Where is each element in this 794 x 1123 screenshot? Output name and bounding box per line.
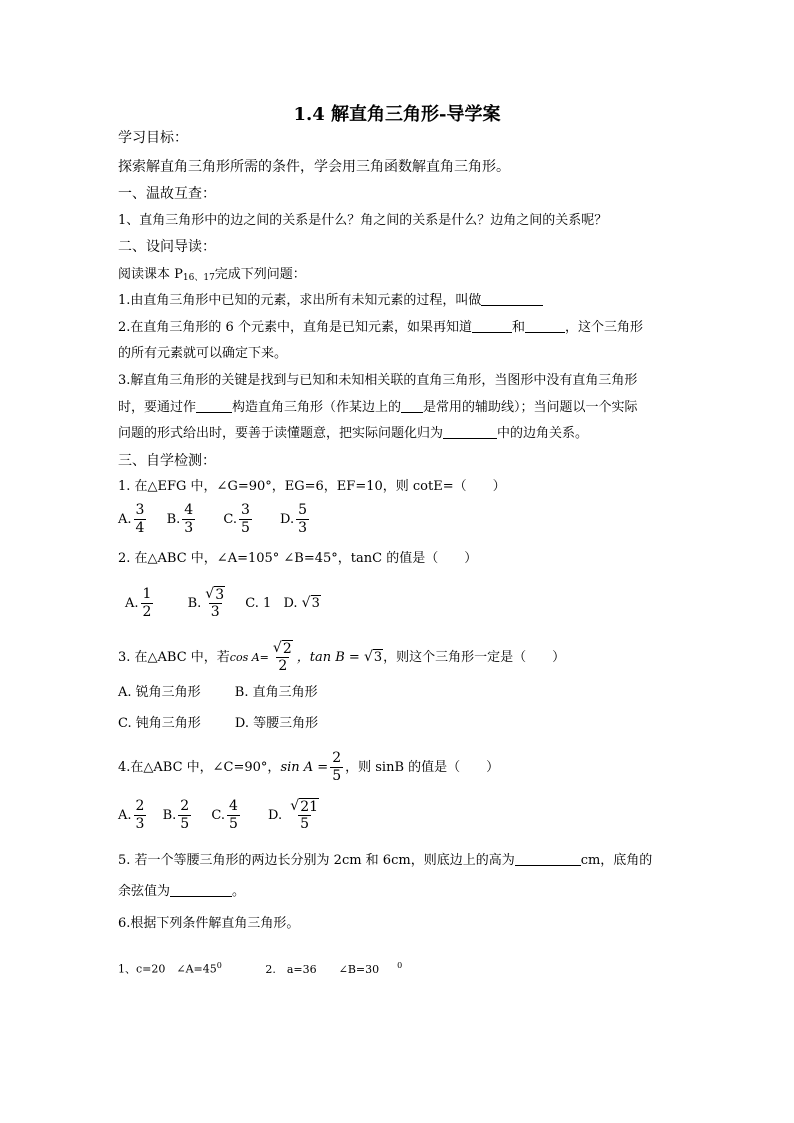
answer-blank[interactable] (196, 398, 232, 413)
answer-blank[interactable] (170, 882, 232, 897)
question-2-options (125, 586, 321, 621)
option-c[interactable]: C. 1 (245, 596, 272, 611)
question-6: 6.根据下列条件解直角三角形。 (118, 916, 300, 931)
answer-blank[interactable] (472, 318, 512, 333)
section-2-question-3: 3.解直角三角形的关键是找到与已知和未知相关联的直角三角形，当图形中没有直角三角形 (118, 373, 638, 388)
question-1-options (118, 502, 311, 537)
option-c[interactable]: C. $\frac{4}{5}$ (211, 798, 238, 832)
answer-blank[interactable] (515, 851, 581, 866)
question-1-stem: 1. 在△EFG 中，∠G=90°，EG=6，EF=10，则 cotE=（ ） (118, 479, 506, 494)
section-2-question-3-cont: 时，要通过作 构造直角三角形（作某边上的 是常用的辅助线）；当问题以一个实际 (118, 400, 638, 415)
section-2-question-2: 2.在直角三角形的 6 个元素中，直角是已知元素，如果再知道 和 ，这个三角形 (118, 320, 643, 335)
section-1-heading: 一、温故互查： (118, 186, 216, 202)
page-title: 1.4 解直角三角形-导学案 (293, 104, 501, 125)
option-b[interactable]: B. $\frac{2}{5}$ (162, 798, 190, 832)
option-a[interactable]: A. $\frac{1}{2}$ (125, 586, 152, 620)
section-2-question-3-cont2: 问题的形式给出时，要善于读懂题意，把实际问题化归为 中的边角关系。 (118, 426, 589, 441)
goal-text: 探索解直角三角形所需的条件，学会用三角函数解直角三角形。 (118, 159, 510, 175)
section-3-heading: 三、自学检测： (118, 453, 216, 469)
goal-heading: 学习目标： (118, 130, 188, 146)
option-b[interactable]: B. $\frac{4}{3}$ (166, 502, 194, 536)
answer-blank[interactable] (481, 291, 543, 306)
section-1-question-1: 1、直角三角形中的边之间的关系是什么？角之间的关系是什么？边角之间的关系呢？ (118, 213, 608, 228)
option-d[interactable]: D. √ 3 (283, 595, 320, 611)
option-a[interactable]: A. 锐角三角形 (118, 685, 201, 700)
question-5-cont: 余弦值为 。 (118, 884, 246, 899)
option-d[interactable]: D. $\frac{5}{3}$ (280, 502, 308, 536)
question-3-options-row1 (118, 683, 318, 703)
question-2-stem: 2. 在△ABC 中，∠A=105° ∠B=45°，tanC 的值是（ ） (118, 551, 478, 566)
option-d[interactable]: D. 等腰三角形 (234, 716, 319, 731)
option-a[interactable]: A. $\frac{3}{4}$ (118, 502, 145, 536)
question-3-options-row2 (118, 714, 318, 734)
option-d[interactable]: D. √ 21 5 (268, 798, 319, 832)
option-a[interactable]: A. $\frac{2}{3}$ (118, 798, 145, 832)
answer-blank[interactable] (401, 398, 423, 413)
question-4-options (118, 798, 323, 833)
section-2-question-2-cont: 的所有元素就可以确定下来。 (118, 346, 288, 361)
reading-instruction: 阅读课本 $P_{16、17}$完成下列问题： (118, 267, 306, 283)
question-4-stem: 4.在△ABC 中，∠C=90°，sin A = $\frac{2}{5}$ ，则 sinB 的值是（ ） (118, 750, 500, 784)
answer-blank[interactable] (443, 424, 497, 439)
question-5: 5. 若一个等腰三角形的两边长分别为 2cm 和 6cm，则底边上的高为 cm，底角的 (118, 853, 653, 868)
option-c[interactable]: C. $\frac{3}{5}$ (223, 502, 250, 536)
section-2-question-1: 1.由直角三角形中已知的元素，求出所有未知元素的过程，叫做 (118, 291, 543, 311)
page-range: 16、17 (182, 273, 215, 283)
answer-blank[interactable] (525, 318, 565, 333)
option-b[interactable]: B. √ 3 3 (187, 586, 225, 620)
question-3-stem: 3. 在△ABC 中，若cos A= √ 2 2 ，tan B = √ 3 ，则这个三角形一定是（ ） (118, 640, 566, 674)
question-6-conditions: 1、c=20 $\angle A=45^0$ 2. a=36 ∠B=30 $^0$ (118, 961, 403, 976)
option-b[interactable]: B. 直角三角形 (234, 685, 318, 700)
section-2-heading: 二、设问导读： (118, 239, 216, 255)
option-c[interactable]: C. 钝角三角形 (118, 716, 201, 731)
